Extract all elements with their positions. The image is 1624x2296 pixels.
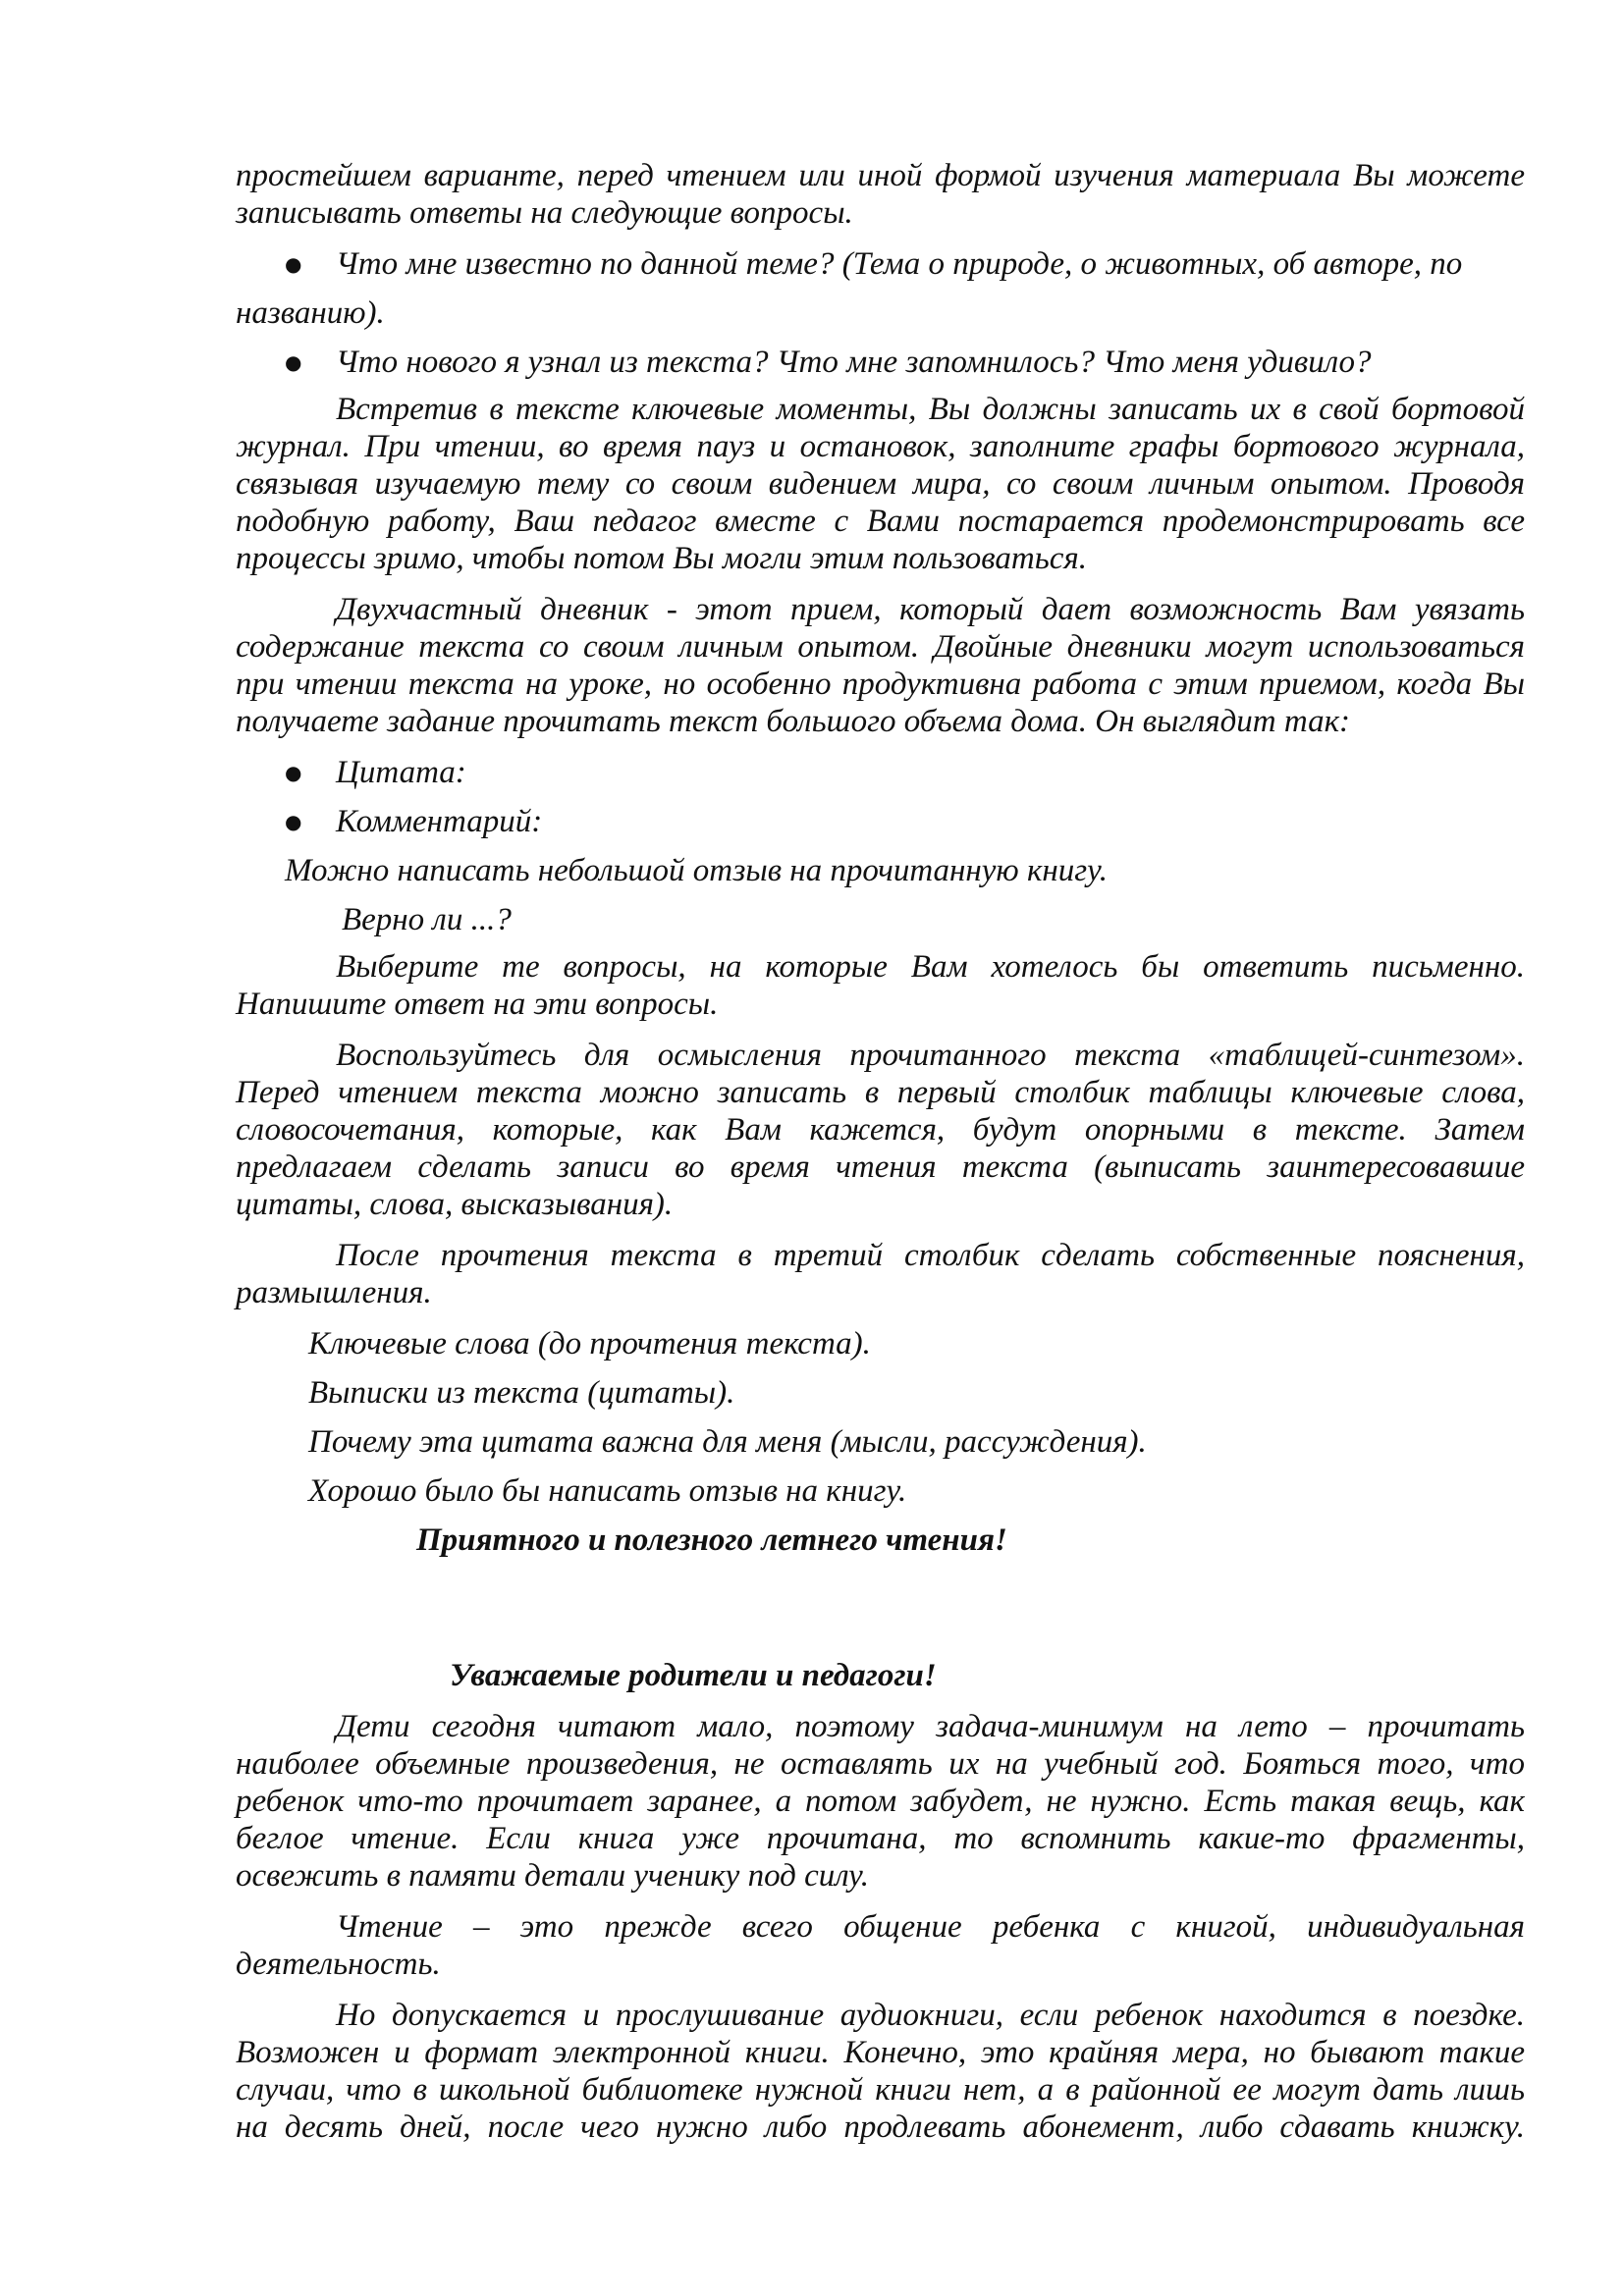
paragraph-line: Дети сегодня читают мало, поэтому задача-минимум на лето – прочитать bbox=[336, 1709, 1525, 1744]
list-item: Что мне известно по данной теме? (Тема о природе, о животных, об авторе, по bbox=[336, 246, 1463, 282]
paragraph-line: размышления. bbox=[236, 1275, 432, 1310]
paragraph-line: содержание текста со своим личным опытом. Двойные дневники могут использоваться bbox=[236, 629, 1525, 665]
paragraph-line: журнал. При чтении, во время пауз и остановок, заполните графы бортового журнала, bbox=[236, 429, 1525, 464]
paragraph-line: получаете задание прочитать текст большого объема дома. Он выглядит так: bbox=[236, 704, 1351, 739]
paragraph-line: Воспользуйтесь для осмысления прочитанного текста «таблицей-синтезом». bbox=[336, 1038, 1525, 1073]
paragraph-line: цитаты, слова, высказывания). bbox=[236, 1187, 674, 1222]
paragraph-line: Напишите ответ на эти вопросы. bbox=[236, 987, 719, 1022]
paragraph-line: Но допускается и прослушивание аудиокниги, если ребенок находится в поездке. bbox=[336, 1998, 1525, 2033]
paragraph-line: освежить в памяти детали ученику под силу. bbox=[236, 1858, 869, 1894]
paragraph-line: Встретив в тексте ключевые моменты, Вы должны записать их в свой бортовой bbox=[336, 392, 1525, 427]
closing-wish: Приятного и полезного летнего чтения! bbox=[416, 1522, 1007, 1558]
list-item: Комментарий: bbox=[336, 804, 543, 839]
bullet-marker: ● bbox=[285, 350, 302, 374]
paragraph-line: деятельность. bbox=[236, 1947, 441, 1982]
paragraph-line: Верно ли ...? bbox=[342, 902, 512, 937]
paragraph-line: при чтении текста на уроке, но особенно продуктивна работа с этим приемом, когда Вы bbox=[236, 667, 1525, 702]
paragraph-line: Можно написать небольшой отзыв на прочитанную книгу. bbox=[285, 853, 1108, 888]
paragraph-line: на десять дней, после чего нужно либо продлевать абонемент, либо сдавать книжку. bbox=[236, 2109, 1525, 2145]
paragraph-line: наиболее объемные произведения, не оставлять их на учебный год. Бояться того, что bbox=[236, 1746, 1525, 1782]
list-item: Что нового я узнал из текста? Что мне запомнилось? Что меня удивило? bbox=[336, 345, 1372, 380]
paragraph-line: Чтение – это прежде всего общение ребенка с книгой, индивидуальная bbox=[336, 1909, 1525, 1945]
bullet-marker: ● bbox=[285, 761, 302, 784]
paragraph-line: Выберите те вопросы, на которые Вам хотелось бы ответить письменно. bbox=[336, 949, 1525, 985]
paragraph-line: связывая изучаемую тему со своим видением мира, со своим личным опытом. Проводя bbox=[236, 466, 1525, 502]
paragraph-line: предлагаем сделать записи во время чтения текста (выписать заинтересовавшие bbox=[236, 1149, 1525, 1185]
paragraph-line: Возможен и формат электронной книги. Конечно, это крайняя мера, но бывают такие bbox=[236, 2035, 1525, 2070]
table-column-item: Выписки из текста (цитаты). bbox=[308, 1375, 735, 1411]
paragraph-line: простейшем варианте, перед чтением или иной формой изучения материала Вы можете bbox=[236, 158, 1525, 193]
paragraph-line: беглое чтение. Если книга уже прочитана, то вспомнить какие-то фрагменты, bbox=[236, 1821, 1525, 1856]
paragraph-line: Перед чтением текста можно записать в первый столбик таблицы ключевые слова, bbox=[236, 1075, 1525, 1110]
paragraph-line: процессы зримо, чтобы потом Вы могли этим пользоваться. bbox=[236, 541, 1087, 576]
paragraph-line: словосочетания, которые, как Вам кажется, будут опорными в тексте. Затем bbox=[236, 1112, 1525, 1148]
paragraph-line: Двухчастный дневник - этот прием, который дает возможность Вам увязать bbox=[336, 592, 1525, 627]
paragraph-line: После прочтения текста в третий столбик сделать собственные пояснения, bbox=[336, 1238, 1525, 1273]
bullet-marker: ● bbox=[285, 252, 302, 276]
list-item: Цитата: bbox=[336, 755, 466, 790]
table-column-item: Ключевые слова (до прочтения текста). bbox=[308, 1326, 871, 1362]
paragraph-line: подобную работу, Ваш педагог вместе с Вами постарается продемонстрировать все bbox=[236, 504, 1525, 539]
table-column-item: Почему эта цитата важна для меня (мысли, рассуждения). bbox=[308, 1424, 1147, 1460]
list-item-continuation: названию). bbox=[236, 295, 385, 331]
paragraph-line: случаи, что в школьной библиотеке нужной книги нет, а в районной ее могут дать лишь bbox=[236, 2072, 1525, 2108]
table-column-item: Хорошо было бы написать отзыв на книгу. bbox=[308, 1473, 907, 1509]
paragraph-line: ребенок что-то прочитает заранее, а потом забудет, не нужно. Есть такая вещь, как bbox=[236, 1784, 1525, 1819]
paragraph-line: записывать ответы на следующие вопросы. bbox=[236, 195, 853, 231]
section-heading: Уважаемые родители и педагоги! bbox=[450, 1658, 937, 1693]
bullet-marker: ● bbox=[285, 810, 302, 833]
